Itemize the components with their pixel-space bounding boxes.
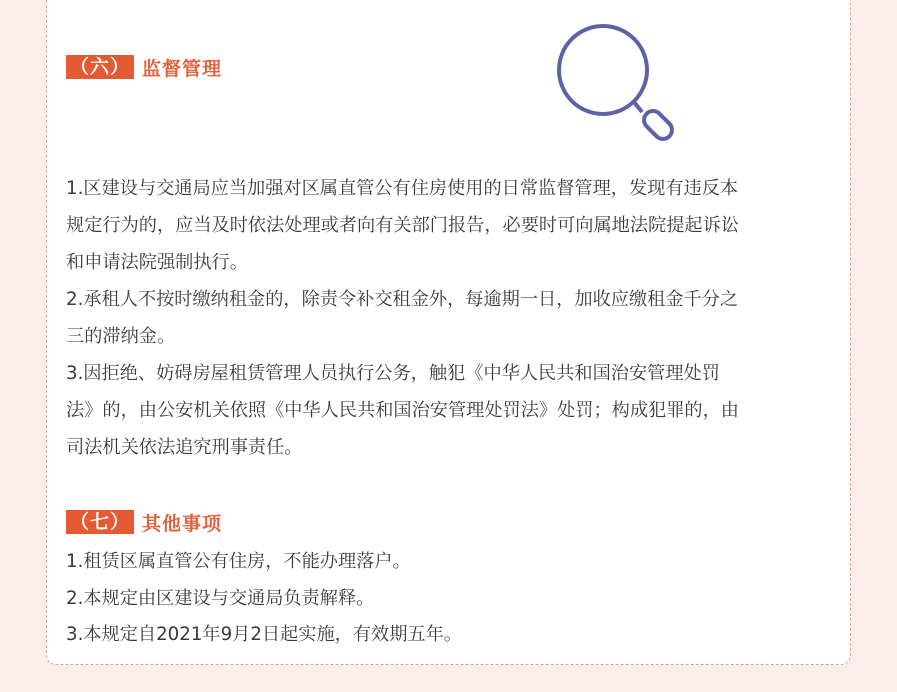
paragraph-line: 3.因拒绝、妨碍房屋租赁管理人员执行公务，触犯《中华人民共和国治安管理处罚 (66, 363, 720, 384)
paragraph-line: 1.租赁区属直管公有住房，不能办理落户。 (66, 551, 411, 572)
paragraph-line: 三的滞纳金。 (66, 326, 176, 347)
section-number-badge: （六） (66, 55, 134, 79)
section-number-badge: （七） (66, 510, 134, 534)
paragraph-line: 2.本规定由区建设与交通局负责解释。 (66, 588, 375, 609)
section-title: 其他事项 (142, 512, 223, 535)
paragraph-line: 规定行为的，应当及时依法处理或者向有关部门报告，必要时可向属地法院提起诉讼 (66, 215, 739, 236)
section-six-heading (66, 55, 222, 79)
paragraph-line: 法》的，由公安机关依照《中华人民共和国治安管理处罚法》处罚；构成犯罪的，由 (66, 400, 739, 421)
section-title: 监督管理 (142, 57, 223, 80)
paragraph-line: 2.承租人不按时缴纳租金的，除责令补交租金外，每逾期一日，加收应缴租金千分之 (66, 289, 739, 310)
paragraph-line: 3.本规定自2021年9月2日起实施，有效期五年。 (66, 624, 462, 645)
paragraph-line: 1.区建设与交通局应当加强对区属直管公有住房使用的日常监督管理，发现有违反本 (66, 178, 739, 199)
section-seven-heading (66, 510, 222, 534)
paragraph-line: 司法机关依法追究刑事责任。 (66, 437, 303, 458)
paragraph-line: 和申请法院强制执行。 (66, 252, 248, 273)
magnifier-icon (553, 20, 683, 145)
